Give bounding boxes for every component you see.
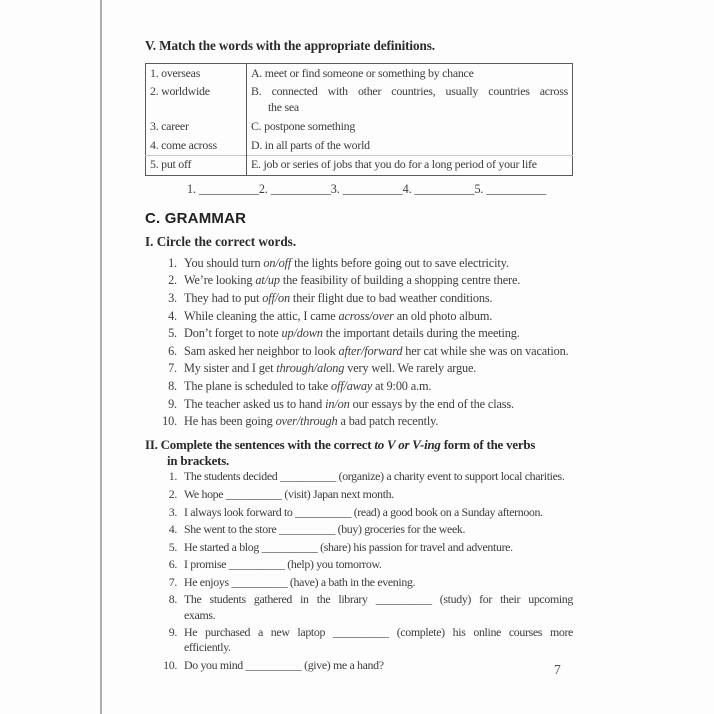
item-number: 2. [168, 486, 177, 501]
answer-blank: __________ [198, 181, 259, 196]
answer-slot [259, 182, 331, 197]
item-text: Don’t forget to note up/down the important details during the meeting. [184, 326, 520, 341]
page-number: 7 [554, 662, 561, 677]
item-number: 8. [168, 592, 177, 607]
item-text: They had to put off/on their flight due to bad weather conditions. [184, 290, 493, 305]
list-item [158, 557, 573, 572]
answer-blank: __________ [270, 181, 331, 196]
definition-cell: A. meet or find someone or something by chance [247, 64, 573, 83]
word-cell: 5. put off [146, 155, 247, 175]
list-item [158, 414, 573, 429]
item-text: I always look forward to __________ (read) a good book on a Sunday afternoon. [184, 504, 543, 519]
word-cell: 2. worldwide [150, 84, 210, 99]
part2-title-line1: II. Complete the sentences with the correct to V or V-ing form of the verbs [145, 438, 536, 453]
item-text: The students decided __________ (organize) a charity event to support local charities. [184, 469, 565, 484]
item-number: 10. [163, 658, 177, 673]
answer-blank: __________ [342, 181, 403, 196]
item-number: 10. [162, 414, 177, 429]
item-number: 9. [168, 625, 177, 640]
item-number: 3. [168, 290, 177, 305]
list-item [158, 326, 573, 341]
list-item [158, 625, 573, 655]
definition-line1: B. connected with other countries, usually countries across [251, 84, 568, 99]
answer-number: 3. [330, 181, 340, 196]
list-item [158, 575, 573, 590]
list-item [158, 658, 573, 673]
list-item [158, 361, 573, 376]
list-item [158, 469, 573, 484]
definition-line2: the sea [268, 100, 299, 115]
part1-list [145, 256, 573, 430]
part2-list [145, 469, 573, 673]
list-item [158, 540, 573, 555]
definition-cell [247, 83, 573, 118]
answer-number: 4. [402, 181, 412, 196]
item-text: The teacher asked us to hand in/on our essays by the end of the class. [184, 396, 514, 411]
item-text: My sister and I get through/along very well. We rarely argue. [184, 361, 477, 376]
answer-number: 2. [258, 181, 268, 196]
match-table [145, 63, 573, 176]
item-text: He started a blog __________ (share) his passion for travel and adventure. [184, 539, 513, 554]
grammar-heading: C. GRAMMAR [145, 209, 247, 227]
item-text: She went to the store __________ (buy) groceries for the week. [184, 522, 466, 537]
item-text: Sam asked her neighbor to look after/forward her cat while she was on vacation. [184, 343, 569, 358]
item-number: 5. [168, 326, 177, 341]
item-text: The students gathered in the library __________ (study) for their upcoming exams. [184, 592, 573, 622]
answer-blank: __________ [486, 181, 547, 196]
answer-number: 5. [474, 181, 484, 196]
item-number: 5. [168, 539, 177, 554]
list-item [158, 256, 573, 271]
list-item [158, 309, 573, 324]
answer-blank: __________ [414, 181, 475, 196]
table-row [146, 117, 573, 136]
item-number: 4. [168, 308, 177, 323]
list-item [158, 273, 573, 288]
item-number: 1. [168, 255, 177, 270]
item-number: 3. [168, 504, 177, 519]
answer-slot [187, 182, 259, 197]
table-row [146, 136, 573, 155]
answer-slot [331, 182, 403, 197]
answer-slot [474, 182, 546, 197]
item-text: He purchased a new laptop __________ (complete) his online courses more efficiently. [184, 625, 573, 655]
word-cell: 1. overseas [150, 65, 201, 80]
item-number: 4. [168, 522, 177, 537]
word-cell: 4. come across [150, 137, 217, 152]
list-item [158, 379, 573, 394]
item-number: 1. [168, 469, 177, 484]
part1-title: I. Circle the correct words. [145, 233, 297, 249]
answers-row [187, 181, 547, 197]
definition-cell: C. postpone something [247, 117, 573, 136]
definition-cell: D. in all parts of the world [247, 136, 573, 155]
table-row [146, 64, 573, 83]
definition-cell: E. job or series of jobs that you do for a long period of your life [247, 155, 573, 175]
item-number: 8. [168, 378, 177, 393]
page-edge-line [100, 0, 102, 714]
part2-title-line2: in brackets. [167, 453, 230, 468]
part2-title [145, 438, 573, 469]
item-number: 6. [168, 557, 177, 572]
list-item [158, 291, 573, 306]
table-row [146, 83, 573, 118]
answer-slot [403, 182, 475, 197]
list-item [158, 522, 573, 537]
item-number: 6. [168, 343, 177, 358]
list-item [158, 397, 573, 412]
list-item [158, 505, 573, 520]
item-text: The plane is scheduled to take off/away at 9:00 a.m. [184, 378, 432, 393]
section-v-title: V. Match the words with the appropriate definitions. [145, 38, 435, 53]
word-cell: 3. career [150, 118, 189, 133]
list-item [158, 344, 573, 359]
item-text: He has been going over/through a bad patch recently. [184, 414, 439, 429]
item-number: 7. [168, 574, 177, 589]
item-text: He enjoys __________ (have) a bath in the evening. [184, 574, 416, 589]
item-number: 7. [168, 361, 177, 376]
list-item [158, 487, 573, 502]
page-content [145, 38, 573, 676]
item-text: I promise __________ (help) you tomorrow. [184, 557, 382, 572]
item-text: You should turn on/off the lights before going out to save electricity. [184, 255, 509, 270]
item-number: 2. [168, 273, 177, 288]
item-number: 9. [168, 396, 177, 411]
answer-number: 1. [187, 181, 196, 196]
list-item [158, 592, 573, 622]
item-text: Do you mind __________ (give) me a hand? [184, 658, 384, 673]
item-text: We hope __________ (visit) Japan next month. [184, 486, 394, 501]
item-text: We’re looking at/up the feasibility of building a shopping centre there. [184, 273, 521, 288]
table-row [146, 155, 573, 175]
item-text: While cleaning the attic, I came across/over an old photo album. [184, 308, 493, 323]
